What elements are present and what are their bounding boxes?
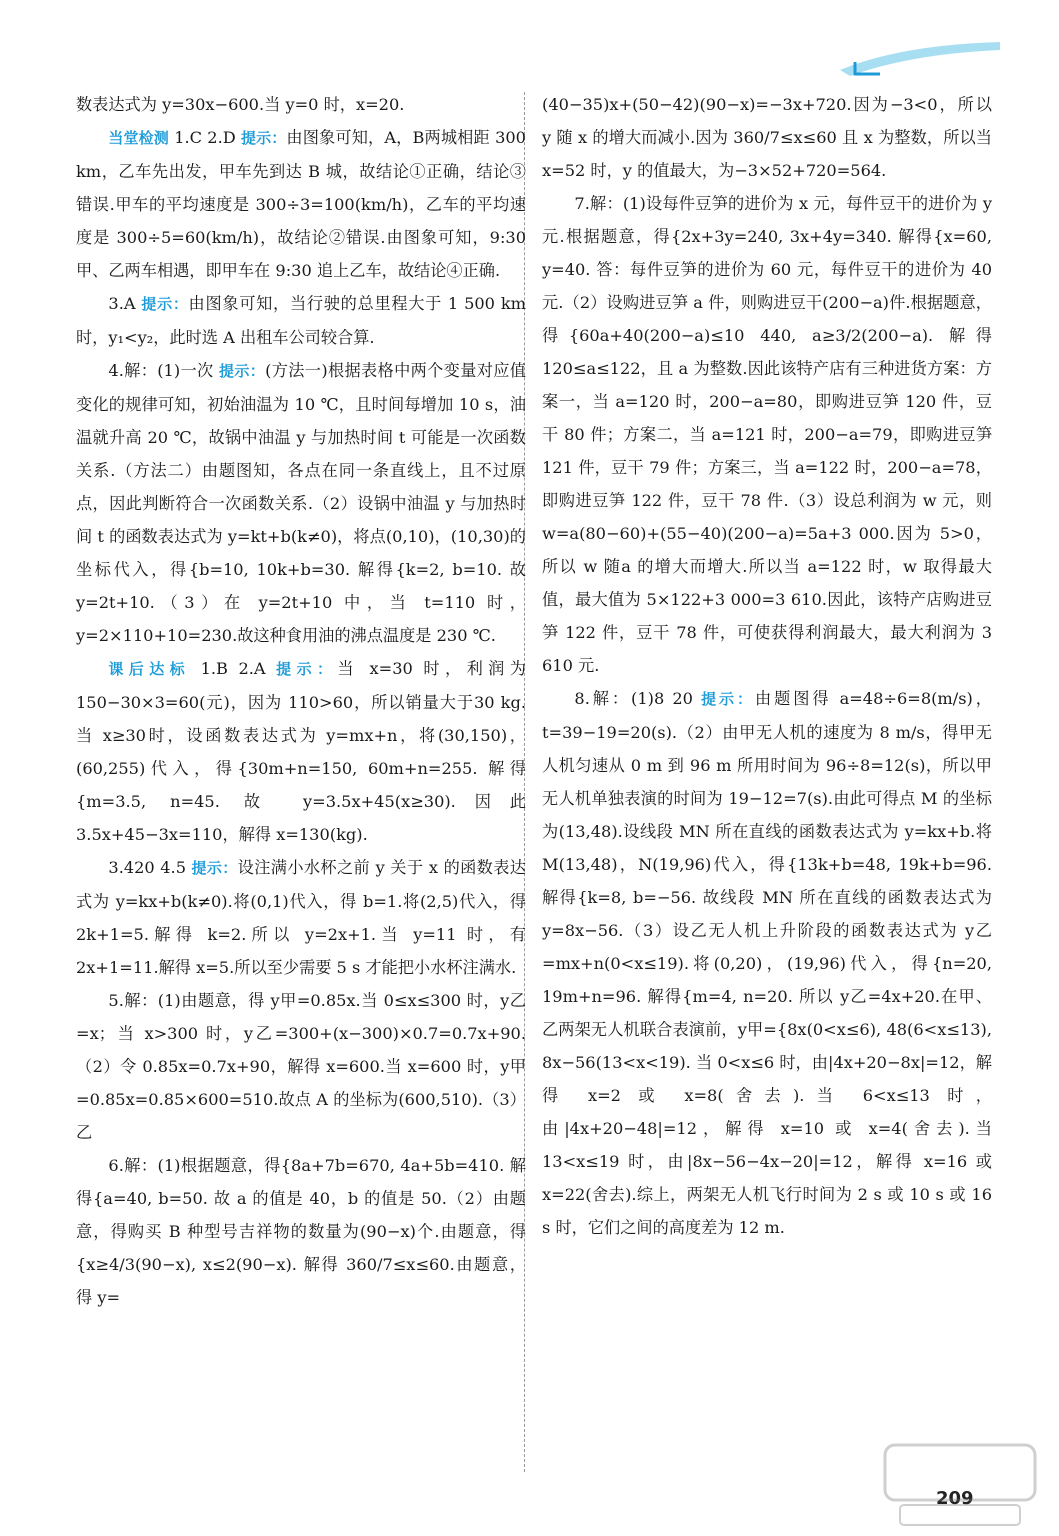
answer-paragraph: 4.解：(1)一次 提示：(方法一)根据表格中两个变量对应值变化的规律可知，初始油温为 10 ℃，且时间每增加 10 s，油温就升高 20 ℃，故锅中油温 y 与加热时间 t 可能是一次函数关系.（方法二）由题图知，各点在同一条直线上，且不过原点，因此判断符合一次函数关系.（2）设锅中油温 y 与加热时间 t 的函数表达式为 y=kt+b(k≠0)，将点(0,10)，(10,30)的坐标代入，得{b=10, 10k+b=30. 解得{k=2, b=10. 故 y=2t+10.（3）在 y=2t+10 中，当 t=110 时，y=2×110+10=230.故这种食用油的沸点温度是 230 ℃. (76, 361, 526, 645)
answer-paragraph: 课后达标 1.B 2.A 提示：当 x=30 时，利润为 150−30×3=60(元)，因为 110>60，所以销量大于30 kg.当 x≥30时，设函数表达式为 y=mx+n，将(30,150)，(60,255)代入，得{30m+n=150, 60m+n=255. 解得{m=3.5, n=45. 故 y=3.5x+45(x≥30).因此 3.5x+45−3x=110，解得 x=130(kg). (76, 659, 526, 844)
answer-paragraph: (40−35)x+(50−42)(90−x)=−3x+720.因为−3<0，所以 y 随 x 的增大而减小.因为 360/7≤x≤60 且 x 为整数，所以当 x=52 时，y 的值最大，为−3×52+720=564. (542, 95, 992, 180)
answer-paragraph: 当堂检测 1.C 2.D 提示：由图象可知，A，B两城相距 300 km，乙车先出发，甲车先到达 B 城，故结论①正确，结论③错误.甲车的平均速度是 300÷3=100(km/h)，乙车的平均速度是 300÷5=60(km/h)，故结论②错误.由图象可知，9:30 甲、乙两车相遇，即甲车在 9:30 追上乙车，故结论④正确. (76, 128, 526, 280)
watermark-logo (880, 1440, 1040, 1530)
answer-paragraph: 5.解：(1)由题意，得 y甲=0.85x.当 0≤x≤300 时，y乙=x；当 x>300 时，y乙=300+(x−300)×0.7=0.7x+90.（2）令 0.85x=0.7x+90，解得 x=600.当 x=600 时，y甲=0.85x=0.85×600=510.故点 A 的坐标为(600,510).（3）乙 (76, 991, 526, 1142)
answer-paragraph: 3.420 4.5 提示：设注满小水杯之前 y 关于 x 的函数表达式为 y=kx+b(k≠0).将(0,1)代入，得 b=1.将(2,5)代入，得 2k+1=5.解得 k=2.所以 y=2x+1.当 y=11 时，有 2x+1=11.解得 x=5.所以至少需要 5 s 才能把小水杯注满水. (76, 858, 526, 977)
section-tag: 课后达标 (108, 660, 191, 678)
corner-swoosh-decoration (840, 40, 1000, 80)
hint-label: 提示： (191, 859, 238, 877)
hint-label: 提示： (276, 660, 338, 678)
answer-paragraph: 3.A 提示：由图象可知，当行驶的总里程大于 1 500 km 时，y₁<y₂，此时选 A 出租车公司较合算. (76, 294, 526, 347)
answer-paragraph: 7.解：(1)设每件豆笋的进价为 x 元，每件豆干的进价为 y 元.根据题意，得{2x+3y=240, 3x+4y=340. 解得{x=60, y=40. 答：每件豆笋的进价为 60 元，每件豆干的进价为 40 元.（2）设购进豆笋 a 件，则购进豆干(200−a)件.根据题意，得{60a+40(200−a)≤10 440, a≥3/2(200−a). 解得 120≤a≤122，且 a 为整数.因此该特产店有三种进货方案：方案一，当 a=120 时，200−a=80，即购进豆笋 120 件，豆干 80 件；方案二，当 a=121 时，200−a=79，即购进豆笋 121 件，豆干 79 件；方案三，当 a=122 时，200−a=78，即购进豆笋 122 件，豆干 78 件.（3）设总利润为 w 元，则 w=a(80−60)+(55−40)(200−a)=5a+3 000.因为 5>0，所以 w 随a 的增大而增大.所以当 a=122 时，w 取得最大值，最大值为 5×122+3 000=3 610.因此，该特产店购进豆笋 122 件，豆干 78 件，可使获得利润最大，最大利润为 3 610 元. (542, 194, 992, 675)
right-column (542, 88, 992, 1244)
hint-label: 提示： (219, 362, 266, 380)
answer-paragraph: 8.解：(1)8 20 提示：由题图得 a=48÷6=8(m/s)，t=39−19=20(s).（2）由甲无人机的速度为 8 m/s，得甲无人机匀速从 0 m 到 96 m 所用时间为 96÷8=12(s)，所以甲无人机单独表演的时间为 19−12=7(s).由此可得点 M 的坐标为(13,48).设线段 MN 所在直线的函数表达式为 y=kx+b.将 M(13,48)，N(19,96)代入，得{13k+b=48, 19k+b=96. 解得{k=8, b=−56. 故线段 MN 所在直线的函数表达式为 y=8x−56.（3）设乙无人机上升阶段的函数表达式为 y乙=mx+n(0<x≤19).将(0,20)，(19,96)代入，得{n=20, 19m+n=96. 解得{m=4, n=20. 所以 y乙=4x+20.在甲、乙两架无人机联合表演前，y甲={8x(0<x≤6), 48(6<x≤13), 8x−56(13<x<19). 当 0<x≤6 时，由|4x+20−8x|=12，解得 x=2 或 x=8(舍去).当 6<x≤13 时，由|4x+20−48|=12，解得 x=10 或 x=4(舍去).当 13<x≤19 时，由|8x−56−4x−20|=12，解得 x=16 或 x=22(舍去).综上，两架无人机飞行时间为 2 s 或 10 s 或 16 s 时，它们之间的高度差为 12 m. (542, 689, 992, 1237)
hint-label: 提示： (701, 690, 755, 708)
hint-label: 提示： (241, 129, 287, 147)
hint-label: 提示： (141, 295, 189, 313)
answer-paragraph: 数表达式为 y=30x−600.当 y=0 时，x=20. (76, 95, 405, 114)
page-number: 209 (936, 1488, 974, 1509)
left-column (76, 88, 526, 1314)
answer-paragraph: 6.解：(1)根据题意，得{8a+7b=670, 4a+5b=410. 解得{a=40, b=50. 故 a 的值是 40，b 的值是 50.（2）由题意，得购买 B 种型号吉祥物的数量为(90−x)个.由题意，得{x≥4/3(90−x), x≤2(90−x). 解得 360/7≤x≤60.由题意，得 y= (76, 1156, 526, 1307)
section-tag: 当堂检测 (108, 129, 169, 147)
